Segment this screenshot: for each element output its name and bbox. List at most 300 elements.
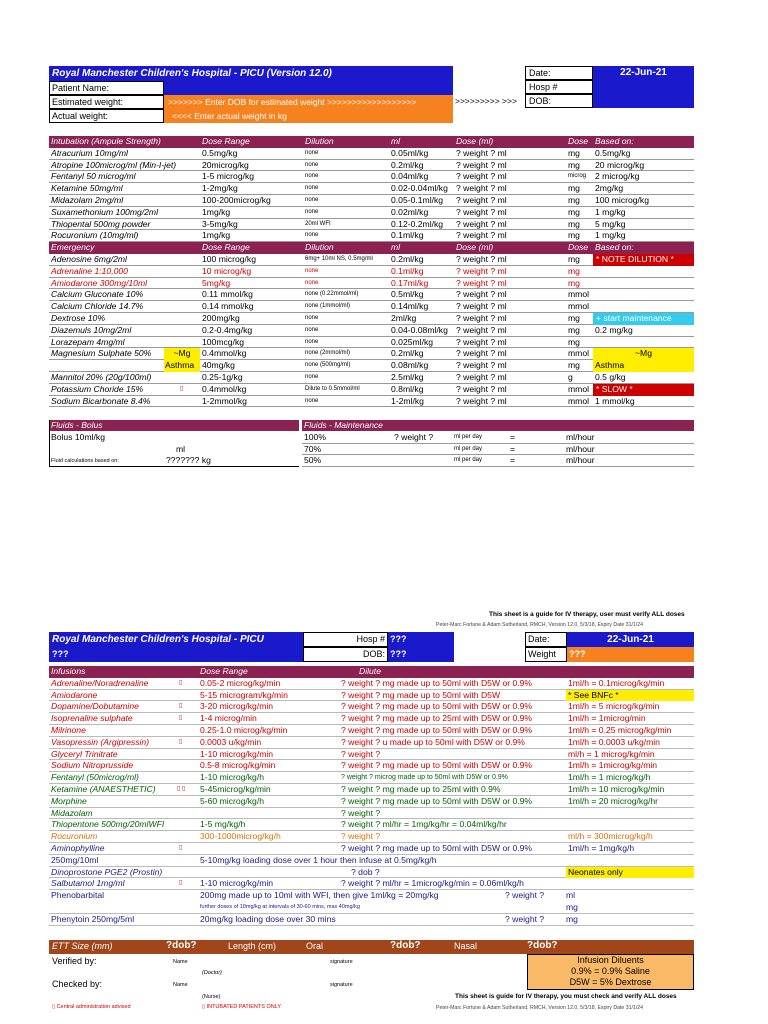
fluids-maint-header: Fluids - Maintenance bbox=[302, 420, 694, 431]
infusion-rate: 1ml/h = 1mg/kg/h bbox=[568, 843, 635, 853]
verified-signature: signature bbox=[330, 959, 353, 965]
table-row bbox=[49, 195, 694, 207]
table-cell: 1-2ml/kg bbox=[391, 395, 424, 406]
warning-icon: ▯ bbox=[179, 679, 183, 686]
date-value[interactable]: 22-Jun-21 bbox=[593, 66, 694, 80]
phenytoin-unit: mg bbox=[566, 913, 578, 924]
table-cell: 0.14 mmol/kg bbox=[202, 301, 254, 312]
infusion-column-header: Infusions bbox=[51, 666, 86, 676]
checked-name: Name bbox=[173, 982, 188, 988]
infusion-dilute: ? weight ? mg made up to 50ml with D5W or 0.9% bbox=[341, 677, 533, 688]
infusion-rate: 1ml/h = 0.1microg/kg/min bbox=[568, 677, 665, 688]
table-cell: mg bbox=[568, 277, 580, 288]
phenytoin-weight: ? weight ? bbox=[505, 913, 545, 924]
infusion-rate: ml/h = 300microg/kg/h bbox=[568, 831, 653, 842]
sheet2-name-value[interactable]: ??? bbox=[49, 647, 303, 662]
table-cell: 0.11 mmol/kg bbox=[202, 289, 253, 300]
est-weight-field[interactable]: >>>>>>> Enter DOB for estimated weight >>>>>>>>>>>>>>>>>> bbox=[164, 95, 453, 109]
dinoprostone: Dinoprostone PGE2 (Prostin) bbox=[51, 866, 163, 877]
sheet2-weight-value[interactable]: ??? bbox=[567, 647, 694, 662]
est-weight-label: Estimated weight: bbox=[49, 95, 164, 109]
infusion-dose: 1-10 microg/kg/h bbox=[200, 772, 265, 783]
diluents-title: Infusion Diluents bbox=[577, 955, 644, 965]
phenobarbital-dose: 200mg made up to 10ml with WFI, then give 1ml/kg = 20mg/kg bbox=[200, 890, 439, 901]
patient-name-label: Patient Name: bbox=[49, 81, 164, 95]
table-cell: ? weight ? ml bbox=[456, 147, 507, 158]
table-row bbox=[49, 254, 694, 266]
table-cell: mmol bbox=[568, 383, 590, 394]
table-cell: 1mg/kg bbox=[202, 206, 231, 217]
patient-name-field[interactable] bbox=[164, 81, 453, 95]
table-cell: 0.05ml/kg bbox=[391, 147, 429, 158]
guide-note: This sheet is a guide for IV therapy, user must verify ALL doses bbox=[489, 611, 685, 618]
infusion-column-header: Dose Range bbox=[200, 666, 248, 676]
table-cell: 1-2mg/kg bbox=[202, 183, 238, 194]
column-header: Dose bbox=[568, 242, 589, 253]
table-cell: 2ml/kg bbox=[391, 313, 417, 323]
table-cell: ? weight ? ml bbox=[456, 372, 507, 382]
table-row bbox=[49, 207, 694, 219]
table-row bbox=[49, 396, 694, 408]
infusion-drug: Milrinone bbox=[51, 725, 86, 735]
credit-line-bottom: Peter-Marc Fortune & Adam Sutherland, RMCH, Version 12.0, 5/3/18, Expiry Date 31/1/24 bbox=[436, 1005, 644, 1011]
table-cell: none bbox=[305, 197, 319, 203]
infusion-rate: 1ml/h = 0.25 microg/kg/min bbox=[568, 725, 672, 735]
table-cell: 3-5mg/kg bbox=[202, 218, 238, 229]
infusion-row bbox=[49, 749, 694, 761]
infusion-dilute: ? weight ? bbox=[341, 807, 381, 818]
table-row bbox=[49, 325, 694, 337]
infusion-dilute: ? weight ? mg made up to 50ml with D5W or 0.9% bbox=[341, 701, 533, 712]
salbutamol: Salbutamol 1mg/ml bbox=[51, 878, 125, 889]
table-cell: none (2mmol/ml) bbox=[305, 350, 351, 357]
table-row bbox=[49, 313, 694, 325]
checked-signature: signature bbox=[330, 982, 353, 988]
est-weight-arrows: >>>>>>>>> >>> bbox=[455, 96, 517, 106]
table-cell: ? weight ? ml bbox=[456, 324, 507, 335]
table-cell: ? weight ? ml bbox=[456, 289, 507, 300]
table-cell: mg bbox=[568, 313, 580, 323]
table-cell: + start maintenance bbox=[593, 313, 694, 325]
sheet2-weight-label: Weight bbox=[525, 647, 567, 662]
infusion-rate: * See BNFc * bbox=[566, 690, 694, 702]
column-header: Dilution bbox=[305, 136, 334, 146]
infusion-dose: 0.0003 u/kg/min bbox=[200, 736, 262, 747]
infusion-drug: Amiodarone bbox=[51, 689, 98, 700]
warning-icon: ▯ bbox=[179, 738, 183, 745]
maintenance-cell: 100% bbox=[304, 432, 326, 442]
column-header: Dose (ml) bbox=[456, 242, 494, 253]
infusion-drug: Midazolam bbox=[51, 807, 93, 818]
infusion-drug: Adrenaline/Noradrenaline bbox=[51, 677, 149, 688]
table-cell: mmol bbox=[568, 348, 590, 359]
infusion-rate: 1ml/h = 1 microg/kg/h bbox=[568, 772, 651, 783]
table-cell: Lorazepam 4mg/ml bbox=[51, 336, 125, 347]
table-cell: ? weight ? ml bbox=[456, 159, 507, 170]
ett-bar bbox=[49, 940, 694, 954]
infusion-row bbox=[49, 725, 694, 737]
table-row bbox=[49, 230, 694, 242]
warning-icon: ▯ bbox=[179, 703, 183, 710]
diluents-box bbox=[527, 954, 694, 990]
warning-icon: ▯ bbox=[179, 880, 183, 887]
table-cell: mmol bbox=[568, 289, 590, 300]
intubated-note-icon: ▯ bbox=[202, 1004, 207, 1010]
table-cell: none bbox=[305, 149, 319, 156]
infusion-drug: Aminophylline bbox=[51, 843, 105, 853]
table-row bbox=[49, 301, 694, 313]
table-cell: ? weight ? ml bbox=[456, 395, 507, 406]
infusion-column-header: Dilute bbox=[359, 666, 381, 676]
warning-icon: ▯ bbox=[179, 845, 183, 851]
table-cell: none bbox=[305, 208, 319, 215]
asthma-badge: Asthma bbox=[164, 360, 200, 372]
warning-icon: ▯ bbox=[179, 715, 183, 722]
table-row bbox=[49, 160, 694, 172]
infusion-row bbox=[49, 843, 694, 855]
table-cell: Adrenaline 1:10,000 bbox=[51, 265, 128, 276]
table-row bbox=[49, 289, 694, 301]
table-cell: 1mg/kg bbox=[202, 230, 231, 241]
table-cell: 100-200microg/kg bbox=[202, 195, 271, 205]
asthma-badge-right: Asthma bbox=[593, 360, 694, 372]
infusion-row bbox=[49, 890, 694, 902]
checked-label: Checked by: bbox=[52, 979, 103, 989]
table-cell: mg bbox=[568, 254, 580, 264]
ett-label: ETT Size (mm) bbox=[52, 941, 113, 951]
infusion-rate: 1ml/h = 20 microg/kg/hr bbox=[568, 795, 659, 806]
infusion-dilute: ? weight ? mg made up to 50ml with D5W bbox=[341, 689, 501, 700]
table-row bbox=[49, 360, 694, 372]
actual-weight-field[interactable]: <<<< Enter actual weight in kg bbox=[164, 109, 453, 123]
table-cell: 0.2 mg/kg bbox=[595, 324, 633, 335]
table-cell: 0.17ml/kg bbox=[391, 277, 429, 288]
infusion-rate: 1ml/h = 0.0003 u/kg/min bbox=[568, 736, 660, 747]
sheet2-date-value[interactable]: 22-Jun-21 bbox=[567, 632, 694, 647]
maintenance-cell: ml/hour bbox=[566, 443, 595, 454]
table-cell: ? weight ? ml bbox=[456, 265, 507, 276]
table-cell: 0.02ml/kg bbox=[391, 206, 429, 217]
table-cell: 0.2-0.4mg/kg bbox=[202, 324, 253, 335]
credit-line: Peter-Marc Fortune & Adam Sutherland, RMCH, Version 12.0, 5/3/18, Expiry Date 31/1/24 bbox=[436, 622, 644, 628]
table-row bbox=[49, 171, 694, 183]
infusion-row bbox=[49, 819, 694, 831]
diluent-saline: 0.9% = 0.9% Saline bbox=[571, 966, 650, 976]
table-cell: 20microg/kg bbox=[202, 159, 249, 170]
table-cell: g bbox=[568, 372, 573, 382]
table-cell: 0.1ml/kg bbox=[391, 230, 424, 241]
infusion-drug: Glyceryl Trinitrate bbox=[51, 748, 118, 759]
infusion-dose: 0.05-2 microg/kg/min bbox=[200, 677, 281, 688]
table-cell: 0.25-1g/kg bbox=[202, 372, 243, 382]
table-cell: mg bbox=[568, 265, 580, 276]
table-cell: Midazolam 2mg/ml bbox=[51, 195, 124, 205]
central-note bbox=[52, 1004, 131, 1010]
table-cell: Calcium Gluconate 10% bbox=[51, 289, 144, 300]
bolus-line: Bolus 10ml/kg bbox=[51, 432, 105, 442]
hosp-value[interactable] bbox=[593, 80, 694, 94]
table-cell: none bbox=[305, 185, 319, 192]
infusion-rate: 1ml/h = 1microg/kg/min bbox=[568, 760, 658, 771]
table-cell: * NOTE DILUTION * bbox=[593, 254, 694, 266]
table-cell: 5mg/kg bbox=[202, 277, 231, 288]
table-cell: none bbox=[305, 338, 319, 345]
warning-icon: ▯ ▯ bbox=[177, 786, 186, 792]
table-cell: mg bbox=[568, 206, 580, 217]
nasal-label: Nasal bbox=[454, 941, 478, 951]
infusion-dose: 1-4 microg/min bbox=[200, 713, 257, 724]
table-cell: ? weight ? ml bbox=[456, 206, 507, 217]
infusion-drug: Isoprenaline sulphate bbox=[51, 713, 133, 724]
table-cell: Atracurium 10mg/ml bbox=[51, 147, 128, 158]
infusion-dose: 0.25-1.0 microg/kg/min bbox=[200, 725, 288, 735]
warning-icon: ▯ bbox=[180, 385, 184, 392]
sheet2-hosp-label: Hosp # bbox=[303, 632, 388, 647]
infusion-drug: Fentanyl (50microg/ml) bbox=[51, 772, 139, 783]
table-cell: 5 mg/kg bbox=[595, 218, 626, 229]
table-cell: 0.2ml/kg bbox=[391, 348, 424, 359]
table-cell: 20 microg/kg bbox=[595, 159, 645, 170]
table-row bbox=[49, 348, 694, 360]
table-cell: 100 microg/kg bbox=[202, 254, 256, 264]
table-cell: mg bbox=[568, 195, 580, 205]
table-cell: 1 mg/kg bbox=[595, 230, 626, 241]
central-note-icon: ▯ bbox=[52, 1004, 57, 1010]
sheet2-title: Royal Manchester Children's Hospital - PICU bbox=[49, 632, 303, 647]
infusion-drug: Ketamine (ANAESTHETIC) bbox=[51, 784, 156, 794]
table-cell: 200mg/kg bbox=[202, 313, 240, 323]
aminophylline-dose: 5-10mg/kg loading dose over 1 hour then infuse at 0.5mg/kg/h bbox=[200, 854, 437, 865]
guide-note-bottom: This sheet is guide for IV therapy, you must check and verify ALL doses bbox=[455, 993, 677, 1000]
table-cell: mg bbox=[568, 183, 580, 194]
infusion-row bbox=[49, 678, 694, 690]
maintenance-cell: = bbox=[510, 455, 516, 465]
column-header: Dose (ml) bbox=[456, 136, 494, 146]
actual-weight-label: Actual weight: bbox=[49, 109, 164, 123]
table-cell: 1 mg/kg bbox=[595, 206, 626, 217]
infusion-header-row bbox=[49, 666, 694, 678]
nurse-label: (Nurse) bbox=[202, 994, 221, 1000]
table-cell: Diazemuls 10mg/2ml bbox=[51, 324, 132, 335]
fluids-bolus-header: Fluids - Bolus bbox=[49, 420, 299, 431]
table-cell: ? weight ? ml bbox=[456, 230, 507, 241]
sheet2-dob-label: DOB: bbox=[303, 647, 388, 662]
table-cell: 0.5mg/kg bbox=[202, 147, 238, 158]
table-cell: ? weight ? ml bbox=[456, 313, 507, 323]
maintenance-cell: ml per day bbox=[454, 434, 483, 440]
column-header: Intubation (Ampule Strength) bbox=[51, 136, 161, 146]
dinoprostone-dob: ? dob ? bbox=[351, 866, 380, 877]
infusion-dilute: ? weight ? mg made up to 50ml with D5W or 0.9% bbox=[341, 795, 533, 806]
oral-dob: ?dob? bbox=[390, 940, 421, 951]
table-row bbox=[49, 337, 694, 349]
table-cell: 0.4mmol/kg bbox=[202, 348, 247, 359]
table-cell: 2.5ml/kg bbox=[391, 372, 424, 382]
infusion-drug: Vasopressin (Argipressin) bbox=[51, 736, 150, 747]
phenytoin: Phenytoin 250mg/5ml bbox=[51, 913, 135, 924]
table-cell: Sodium Bicarbonate 8.4% bbox=[51, 395, 151, 406]
table-cell: mg bbox=[568, 324, 580, 335]
table-cell: Dextrose 10% bbox=[51, 313, 105, 323]
table-cell: none bbox=[305, 173, 319, 180]
infusion-row bbox=[49, 808, 694, 820]
maintenance-row bbox=[302, 455, 694, 467]
table-cell: 20ml WFI bbox=[305, 220, 331, 227]
central-note-text: Central administration advised bbox=[56, 1004, 131, 1010]
table-cell: 0.02-0.04ml/kg bbox=[391, 183, 448, 194]
infusion-row bbox=[49, 701, 694, 713]
table-cell: Amiodarone 300mg/10ml bbox=[51, 277, 148, 288]
table-cell: 0.14ml/kg bbox=[391, 301, 429, 312]
table-header-row bbox=[49, 136, 694, 148]
table-cell: Rocuronium (10mg/ml) bbox=[51, 230, 139, 241]
sheet2-hosp-value[interactable]: ??? bbox=[388, 632, 454, 647]
infusion-rate: ml/h = 1 microg/kg/min bbox=[568, 748, 655, 759]
infusion-dilute: ? weight ? mg made up to 50ml with D5W or 0.9% bbox=[341, 725, 533, 735]
phenobarbital: Phenobarbital bbox=[51, 890, 105, 901]
maintenance-cell: ml per day bbox=[454, 457, 483, 463]
phenytoin-dose: 20mg/kg loading dose over 30 mins bbox=[200, 913, 336, 924]
aminophylline-strength: 250mg/10ml bbox=[51, 854, 99, 865]
infusion-dilute: ? weight ? bbox=[341, 831, 381, 842]
phenobarbital-weight: ? weight ? bbox=[505, 890, 545, 901]
infusion-drug: Morphine bbox=[51, 795, 87, 806]
table-cell: mg bbox=[568, 336, 580, 347]
sheet2-dob-value[interactable]: ??? bbox=[388, 647, 454, 662]
infusion-drug: Rocuronium bbox=[51, 831, 98, 842]
nasal-dob: ?dob? bbox=[527, 940, 558, 951]
table-cell: ? weight ? ml bbox=[456, 218, 507, 229]
table-cell: mg bbox=[568, 147, 580, 158]
table-cell: 1-2mmol/kg bbox=[202, 395, 247, 406]
table-cell: 0.025ml/kg bbox=[391, 336, 434, 347]
table-cell: 0.08ml/kg bbox=[391, 360, 429, 371]
infusion-dose: 1-5 mg/kg/h bbox=[200, 819, 246, 830]
table-header-row bbox=[49, 242, 694, 254]
table-cell: ? weight ? ml bbox=[456, 277, 507, 288]
table-cell: 0.12-0.2ml/kg bbox=[391, 218, 444, 229]
table-cell: none bbox=[305, 315, 319, 321]
table-row bbox=[49, 278, 694, 290]
infusion-dilute: ? weight ? mg made up to 25ml with D5W or 0.9% bbox=[341, 713, 533, 724]
table-cell: 0.5ml/kg bbox=[391, 289, 424, 300]
infusion-row bbox=[49, 737, 694, 749]
infusion-row bbox=[49, 784, 694, 796]
column-header: Based on: bbox=[595, 242, 634, 253]
maintenance-cell: ml/hour bbox=[566, 455, 595, 465]
mg-badge-right: ~Mg bbox=[593, 348, 694, 360]
infusion-rate: 1ml/h = 1microg/min bbox=[568, 713, 646, 724]
table-cell: 0.2ml/kg bbox=[391, 159, 424, 170]
doctor-label: (Doctor) bbox=[202, 970, 222, 976]
table-cell: mg bbox=[568, 230, 580, 241]
table-cell: 100mcg/kg bbox=[202, 336, 245, 347]
verified-label: Verified by: bbox=[52, 956, 97, 966]
infusion-row bbox=[49, 902, 694, 914]
table-cell: ? weight ? ml bbox=[456, 336, 507, 347]
table-cell: 6mg+ 10ml NS, 0.5mg/ml bbox=[305, 256, 373, 262]
intubated-note-text: INTUBATED PATIENTS ONLY bbox=[206, 1004, 282, 1010]
infusion-drug: Dopamine/Dobutamine bbox=[51, 701, 139, 712]
table-cell: Magnesium Sulphate 50% bbox=[51, 348, 152, 359]
table-cell: 0.8ml/kg bbox=[391, 383, 424, 394]
maintenance-row bbox=[302, 432, 694, 444]
infusion-row bbox=[49, 878, 694, 890]
infusion-dose: 5-60 microg/kg/h bbox=[200, 795, 265, 806]
infusion-row bbox=[49, 760, 694, 772]
table-cell: Dilute to 0.5mmol/ml bbox=[305, 385, 360, 392]
table-cell: 0.04ml/kg bbox=[391, 171, 429, 182]
table-cell: Mannitol 20% (20g/100ml) bbox=[51, 372, 152, 382]
infusion-rate: 1ml/h = 10 microg/kg/min bbox=[568, 784, 665, 794]
infusion-row bbox=[49, 831, 694, 843]
table-cell: mg bbox=[568, 159, 580, 170]
table-cell: 0.2ml/kg bbox=[391, 254, 424, 264]
table-cell: Potassium Choride 15% bbox=[51, 383, 144, 394]
column-header: Based on: bbox=[595, 136, 634, 146]
table-cell: none (500mg/ml) bbox=[305, 362, 351, 369]
hosp-label-box: Hosp # bbox=[525, 80, 593, 94]
infusion-row bbox=[49, 772, 694, 784]
dob-value[interactable] bbox=[593, 94, 694, 108]
table-row bbox=[49, 148, 694, 160]
infusion-row bbox=[49, 690, 694, 702]
infusion-row bbox=[49, 796, 694, 808]
phenobarbital-unit-mg: mg bbox=[566, 902, 578, 912]
infusion-dilute: ? weight ? mg made up to 50ml with D5W or 0.9% bbox=[341, 843, 533, 853]
verified-name: Name bbox=[173, 959, 188, 965]
infusion-row bbox=[49, 867, 694, 879]
table-row bbox=[49, 183, 694, 195]
sheet2-date-label: Date: bbox=[525, 632, 567, 647]
table-cell: 0.04-0.08ml/kg bbox=[391, 324, 448, 335]
table-cell: 0.4mmol/kg bbox=[202, 383, 247, 394]
infusion-row bbox=[49, 855, 694, 867]
infusion-dose: 1-10 microg/kg/min bbox=[200, 748, 274, 759]
table-cell: * SLOW * bbox=[593, 384, 694, 396]
infusion-drug: Thiopentone 500mg/20mlWFI bbox=[51, 819, 165, 830]
phenobarbital-note: further doses of 10mg/kg at intervals of 30-60 mins, max 40mg/kg bbox=[200, 904, 360, 910]
table-cell: 40mg/kg bbox=[202, 360, 235, 371]
ett-dob: ?dob? bbox=[166, 940, 197, 951]
column-header: ml bbox=[391, 136, 401, 146]
table-cell: Adenosine 6mg/2ml bbox=[51, 254, 127, 264]
infusion-dilute: ? weight ? bbox=[341, 748, 381, 759]
maintenance-cell: = bbox=[510, 432, 516, 442]
table-cell: 100 microg/kg bbox=[595, 195, 649, 205]
maintenance-cell: 70% bbox=[304, 443, 322, 454]
table-cell: mmol bbox=[568, 301, 590, 312]
oral-label: Oral bbox=[306, 941, 324, 951]
infusion-dose: 3-20 microg/kg/min bbox=[200, 701, 274, 712]
table-cell: 10 microg/kg bbox=[202, 265, 252, 276]
table-cell: none bbox=[305, 279, 319, 286]
table-cell: none bbox=[305, 232, 319, 239]
dob-label-box: DOB: bbox=[525, 94, 593, 108]
phenobarbital-unit-ml: ml bbox=[566, 890, 576, 901]
table-cell: none (1mmol/ml) bbox=[305, 303, 351, 310]
maintenance-cell: ml per day bbox=[454, 445, 483, 452]
infusion-dilute: ? weight ? ml/hr = 1mg/kg/hr = 0.04ml/kg/hr bbox=[341, 819, 507, 830]
table-row bbox=[49, 266, 694, 278]
intubated-note bbox=[202, 1004, 281, 1010]
table-cell: mg bbox=[568, 360, 580, 371]
table-cell: ? weight ? ml bbox=[456, 195, 507, 205]
table-cell: 2 microg/kg bbox=[595, 171, 640, 182]
date-label-box: Date: bbox=[525, 66, 593, 80]
table-cell: ? weight ? ml bbox=[456, 183, 507, 194]
table-cell: 2mg/kg bbox=[595, 183, 624, 194]
